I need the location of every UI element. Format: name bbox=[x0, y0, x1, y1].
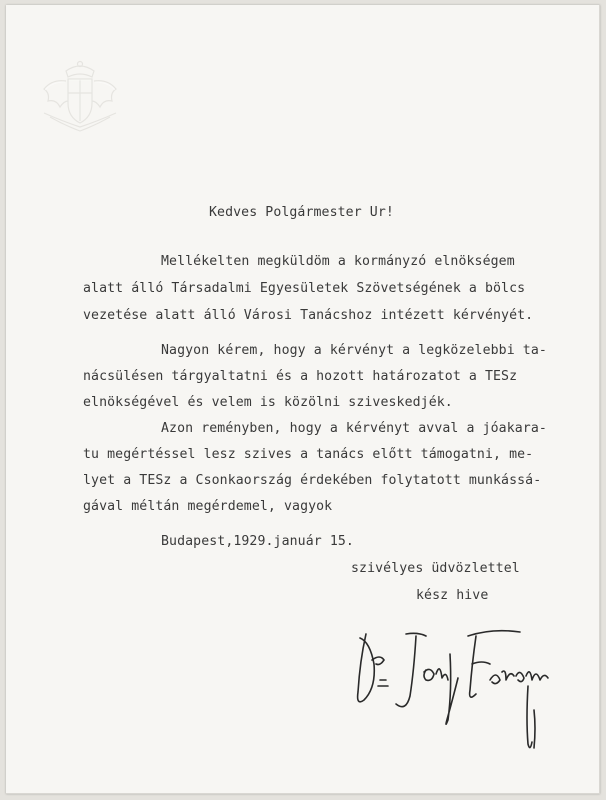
paragraph-2-line-1: Nagyon kérem, hogy a kérvényt a legközelebbi ta- bbox=[161, 343, 547, 358]
paragraph-3-line-4: gával méltán megérdemel, vagyok bbox=[83, 499, 333, 514]
paragraph-3-line-1: Azon reményben, hogy a kérvényt avval a jóakara- bbox=[161, 421, 547, 436]
closing-line-2: kész hive bbox=[416, 588, 489, 603]
paragraph-2-line-2: nácsülésen tárgyaltatni és a hozott határozatot a TESz bbox=[83, 369, 518, 384]
paragraph-1-line-3: vezetése alatt álló Városi Tanácshoz intézett kérvényét. bbox=[83, 308, 534, 323]
paragraph-3-line-3: lyet a TESz a Csonkaország érdekében folytatott munkássá- bbox=[83, 473, 542, 488]
salutation: Kedves Polgármester Ur! bbox=[209, 205, 394, 220]
paragraph-2-line-3: elnökségével és velem is közölni sziveskedjék. bbox=[83, 395, 453, 410]
paragraph-3-line-2: tu megértéssel lesz szives a tanács előtt támogatni, me- bbox=[83, 447, 534, 462]
letter-page bbox=[6, 5, 600, 794]
paragraph-1-line-1: Mellékelten megküldöm a kormányzó elnökségem bbox=[161, 254, 515, 269]
embossed-coat-of-arms-icon bbox=[30, 57, 130, 137]
paragraph-1-line-2: alatt álló Társadalmi Egyesületek Szövetségének a bölcs bbox=[83, 281, 526, 296]
closing-line-1: szivélyes üdvözlettel bbox=[351, 561, 520, 576]
handwritten-signature bbox=[336, 620, 556, 755]
date-line: Budapest,1929.január 15. bbox=[161, 534, 354, 549]
